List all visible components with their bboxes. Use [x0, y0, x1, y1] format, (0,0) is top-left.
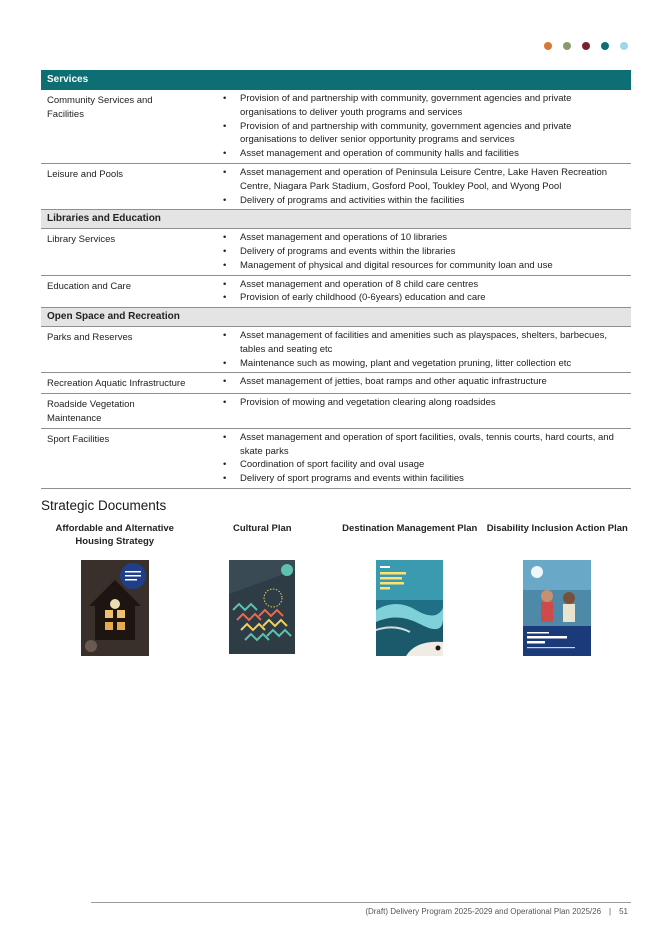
bullet-list: [215, 375, 627, 389]
footer-separator: |: [609, 907, 612, 916]
bullet-item: • Provision of and partnership with community, government agencies and private organisations to deliver senior opportunity programs and services: [215, 120, 627, 148]
bullet-item: • Asset management of jetties, boat ramps and other aquatic infrastructure: [215, 375, 627, 389]
table-row: [41, 163, 631, 209]
bullet-list: [215, 431, 627, 486]
service-name: Sport Facilities: [41, 428, 192, 488]
service-name: Education and Care: [41, 275, 192, 308]
section-heading: Libraries and Education: [41, 210, 631, 229]
service-name: Parks and Reserves: [41, 326, 192, 372]
service-description: [192, 229, 631, 275]
service-name: Roadside Vegetation Maintenance: [41, 394, 192, 429]
table-header: Services: [41, 70, 631, 90]
service-description: [192, 428, 631, 488]
service-name: Leisure and Pools: [41, 163, 192, 209]
bullet-list: [215, 231, 627, 272]
bullet-item: • Asset management and operations of 10 libraries: [215, 231, 627, 245]
maroon-dot: [582, 42, 590, 50]
section-heading: Open Space and Recreation: [41, 308, 631, 327]
service-description: [192, 326, 631, 372]
orange-dot: [544, 42, 552, 50]
bullet-item: • Provision of mowing and vegetation clearing along roadsides: [215, 396, 627, 410]
table-row: [41, 229, 631, 275]
disability-cover-image[interactable]: [523, 560, 591, 656]
teal-dot: [601, 42, 609, 50]
service-description: [192, 275, 631, 308]
page-footer: [365, 907, 628, 916]
bullet-list: [215, 92, 627, 161]
table-row: [41, 428, 631, 488]
decorative-dots: [544, 42, 628, 50]
service-name: Library Services: [41, 229, 192, 275]
table-row: [41, 373, 631, 394]
destination-cover-image[interactable]: [376, 560, 443, 656]
services-table: [41, 70, 631, 489]
doc-title: Cultural Plan: [232, 523, 292, 534]
bullet-item: • Provision of and partnership with community, government agencies and private organisations to deliver youth programs and services: [215, 92, 627, 120]
service-name: Community Services and Facilities: [41, 90, 192, 163]
doc-housing-strategy[interactable]: [41, 522, 189, 656]
doc-disability-inclusion[interactable]: [484, 522, 632, 656]
doc-cultural-plan[interactable]: [189, 522, 337, 656]
service-description: [192, 394, 631, 429]
service-name: Recreation Aquatic Infrastructure: [41, 373, 192, 394]
doc-title: Affordable and Alternative Housing Strategy: [55, 523, 174, 547]
page-number: 51: [619, 907, 628, 916]
section-row: [41, 308, 631, 327]
service-description: [192, 90, 631, 163]
olive-dot: [563, 42, 571, 50]
service-description: [192, 163, 631, 209]
bullet-item: • Provision of early childhood (0-6years) education and care: [215, 291, 627, 305]
bullet-item: • Management of physical and digital resources for community loan and use: [215, 259, 627, 273]
section-row: [41, 210, 631, 229]
table-row: [41, 275, 631, 308]
strategic-documents: [41, 522, 631, 656]
doc-title: Destination Management Plan: [342, 523, 478, 534]
doc-title: Disability Inclusion Action Plan: [486, 523, 628, 534]
strategic-documents-heading: Strategic Documents: [41, 498, 167, 513]
table-header-row: [41, 70, 631, 90]
bullet-item: • Asset management of facilities and amenities such as playspaces, shelters, barbecues, tables and seating etc: [215, 329, 627, 357]
bullet-item: • Asset management and operation of 8 child care centres: [215, 278, 627, 292]
footer-text: (Draft) Delivery Program 2025-2029 and Operational Plan 2025/26: [365, 907, 602, 916]
bullet-item: • Delivery of programs and events within the libraries: [215, 245, 627, 259]
doc-destination-management[interactable]: [336, 522, 484, 656]
bullet-list: [215, 329, 627, 370]
bullet-item: • Maintenance such as mowing, plant and vegetation pruning, litter collection etc: [215, 357, 627, 371]
cultural-cover-image[interactable]: [229, 560, 295, 654]
bullet-item: • Asset management and operation of sport facilities, ovals, tennis courts, hard courts, and skate parks: [215, 431, 627, 459]
footer-divider: [91, 902, 631, 903]
bullet-item: • Coordination of sport facility and oval usage: [215, 458, 627, 472]
service-description: [192, 373, 631, 394]
bullet-item: • Asset management and operation of community halls and facilities: [215, 147, 627, 161]
table-row: [41, 90, 631, 163]
table-row: [41, 326, 631, 372]
light-blue-dot: [620, 42, 628, 50]
housing-cover-image[interactable]: [81, 560, 149, 656]
bullet-list: [215, 396, 627, 410]
bullet-list: [215, 166, 627, 207]
bullet-item: • Delivery of sport programs and events within facilities: [215, 472, 627, 486]
table-row: [41, 394, 631, 429]
bullet-list: [215, 278, 627, 306]
bullet-item: • Delivery of programs and activities within the facilities: [215, 194, 627, 208]
bullet-item: • Asset management and operation of Peninsula Leisure Centre, Lake Haven Recreation Centre, Niagara Park Stadium, Gosford Pool, Toukley Pool, and Wyong Pool: [215, 166, 627, 194]
